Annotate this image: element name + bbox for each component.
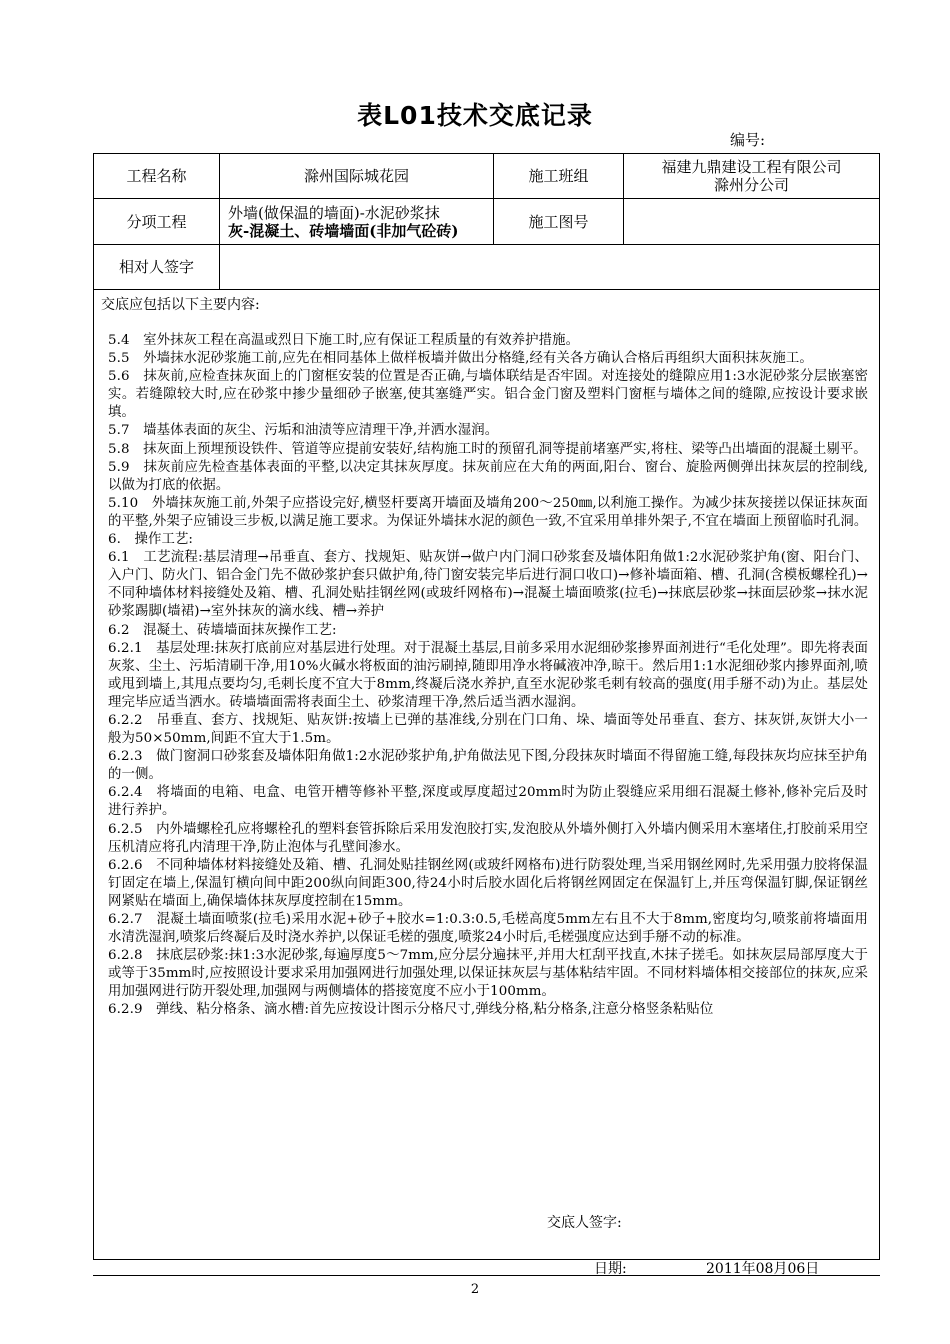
sub-project-value-line1: 外墙(做保温的墙面)-水泥砂浆抹	[228, 203, 440, 222]
page-number: 2	[470, 1282, 480, 1297]
team-value-line1: 福建九鼎建设工程有限公司	[661, 158, 842, 176]
briefing-paragraphs	[108, 332, 868, 1020]
row-project-name	[94, 154, 879, 199]
document-title: 表L01技术交底记录	[357, 101, 593, 130]
paragraph-6-2-6: 6.2.6 不同种墙体材料接缝处及箱、槽、孔洞处贴挂钢丝网(或玻纤网格布)进行防裂处理,当采用钢丝网时,先采用强力胶将保温钉固定在墙上,保温钉横向间中距200纵向间距300,待24小时后胶水固化后将钢丝网固定在保温钉上,并压弯保温钉脚,保证钢丝网紧贴在墙面上,确保墙体抹灰厚度控制在15mm。	[108, 857, 868, 909]
paragraph-5-6: 5.6 抹灰前,应检查抹灰面上的门窗框安装的位置是否正确,与墙体联结是否牢固。对连接处的缝隙应用1:3水泥砂浆分层嵌塞密实。若缝隙较大时,应在砂浆中掺少量细砂子嵌塞,使其塞缝严实。铝合金门窗及塑料门窗框与墙体之间的缝隙,应按设计要求嵌填。	[108, 369, 868, 421]
paragraph-6-2-2: 6.2.2 吊垂直、套方、找规矩、贴灰饼:按墙上已弹的基准线,分别在门口角、垛、墙面等处吊垂直、套方、抹灰饼,灰饼大小一般为50×50mm,间距不宜大于1.5m。	[108, 712, 868, 747]
paragraph-6-2-7: 6.2.7 混凝土墙面喷浆(拉毛)采用水泥+砂子+胶水=1:0.3:0.5,毛槎高度5mm左右且不大于8mm,密度均匀,喷浆前将墙面用水清洗湿润,喷浆后终凝后及时浇水养护,以保证毛槎的强度,喷浆24小时后,毛槎强度应达到手掰不动的标准。	[108, 912, 868, 946]
paragraph-6-2-4: 6.2.4 将墙面的电箱、电盒、电管开槽等修补平整,深度或厚度超过20mm时为防止裂缝应采用细石混凝土修补,修补完后及时进行养护。	[108, 785, 868, 819]
paragraph-5-5: 5.5 外墙抹水泥砂浆施工前,应先在相同基体上做样板墙并做出分格缝,经有关各方确认合格后再组织大面积抹灰施工。	[108, 351, 813, 367]
row-signature	[94, 245, 879, 290]
signature-value	[220, 245, 879, 289]
sub-project-value	[220, 199, 494, 244]
date-label: 日期:	[594, 1261, 627, 1277]
paragraph-6-2-9: 6.2.9 弹线、粘分格条、滴水槽:首先应按设计图示分格尺寸,弹线分格,粘分格条,注意分格竖条粘贴位	[108, 1002, 714, 1018]
paragraph-6-2-1: 6.2.1 基层处理:抹灰打底前应对基层进行处理。对于混凝土基层,目前多采用水泥细砂浆掺界面剂进行“毛化处理”。即先将表面灰浆、尘土、污垢清刷干净,用10%火碱水将板面的油污刷掉,随即用净水将碱液冲净,晾干。然后用1:1水泥细砂浆内掺界面剂,喷或甩到墙上,其甩点要均匀,毛刺长度不宜大于8mm,终凝后浇水养护,直至水泥砂浆毛刺有较高的强度(用手掰不动)为止。基层处理完毕应适当洒水。砖墙墙面需将表面尘土、砂浆清理干净,然后适当洒水湿润。	[108, 640, 868, 710]
record-form	[93, 153, 880, 1277]
briefer-signature-label: 交底人签字:	[547, 1215, 622, 1231]
paragraph-5-9: 5.9 抹灰前应先检查基体表面的平整,以决定其抹灰厚度。抹灰前应在大角的两面,阳台、窗台、旋脸两侧弹出抹灰层的控制线,以做为打底的依据。	[108, 459, 868, 493]
paragraph-6-2-8: 6.2.8 抹底层砂浆:抹1:3水泥砂浆,每遍厚度5～7mm,应分层分遍抹平,并用大杠刮平找直,木抹子搓毛。如抹灰层局部厚度大于或等于35mm时,应按照设计要求采用加强网进行加强处理,以保证抹灰层与基体粘结牢固。不同材料墙体相交接部位的抹灰,应采用加强网进行防开裂处理,加强网与两侧墙体的搭接宽度不应小于100mm。	[108, 948, 868, 1000]
sub-project-label: 分项工程	[94, 199, 220, 244]
project-name-label: 工程名称	[94, 154, 220, 198]
paragraph-5-4: 5.4 室外抹灰工程在高温或烈日下施工时,应有保证工程质量的有效养护措施。	[108, 333, 580, 348]
signature-label: 相对人签字	[94, 245, 220, 289]
row-sub-project	[94, 199, 879, 245]
date-value: 2011年08月06日	[706, 1261, 820, 1277]
team-label: 施工班组	[494, 154, 624, 198]
sub-project-value-line2: 灰-混凝土、砖墙墙面(非加气砼砖)	[228, 221, 459, 240]
drawing-number-label: 施工图号	[494, 199, 624, 244]
paragraph-6-2-5: 6.2.5 内外墙螺栓孔应将螺栓孔的塑料套管拆除后采用发泡胶打实,发泡胶从外墙外侧打入外墙内侧采用木塞堵住,打胶前采用空压机清应将孔内清理干净,防止泡体与孔壁间渗水。	[108, 821, 868, 855]
team-value	[624, 154, 879, 198]
page-footer-rule	[93, 1275, 880, 1276]
paragraph-6-1: 6.1 工艺流程:基层清理→吊垂直、套方、找规矩、贴灰饼→做户内门洞口砂浆套及墙体阳角做1:2水泥砂浆护角(窗、阳台门、入户门、防火门、铝合金门先不做砂浆护套只做护角,待门窗安装完毕后进行洞口收口)→修补墙面箱、槽、孔洞(含模板螺栓孔)→不同种墙体材料接缝处及箱、槽、孔洞处贴挂钢丝网(或玻纤网格布)→混凝土墙面喷浆(拉毛)→抹底层砂浆→抹面层砂浆→抹水泥砂浆踢脚(墙裙)→室外抹灰的滴水线、槽→养护	[108, 550, 868, 620]
paragraph-5-8: 5.8 抹灰面上预埋预设铁件、管道等应提前安装好,结构施工时的预留孔洞等提前堵塞严实,将柱、梁等凸出墙面的混凝土剔平。	[108, 441, 867, 457]
paragraph-5-7: 5.7 墙基体表面的灰尘、污垢和油渍等应清理干净,并洒水湿润。	[108, 423, 499, 439]
paragraph-6-2: 6.2 混凝土、砖墙墙面抹灰操作工艺:	[108, 622, 337, 638]
paragraph-6: 6. 操作工艺:	[108, 532, 194, 548]
drawing-number-value	[624, 199, 879, 244]
paragraph-5-10: 5.10 外墙抹灰施工前,外架子应搭设完好,横竖杆要离开墙面及墙角200～250㎜,以利施工操作。为减少抹灰接搓以保证抹灰面的平整,外架子应铺设三步板,以满足施工要求。为保证外墙抹水泥的颜色一致,不宜采用单排外架子,不宜在墙面上预留临时孔洞。	[108, 495, 868, 529]
project-name-value: 滁州国际城花园	[220, 154, 494, 198]
briefing-intro: 交底应包括以下主要内容:	[101, 297, 260, 313]
serial-number-label: 编号:	[730, 131, 766, 149]
paragraph-6-2-3: 6.2.3 做门窗洞口砂浆套及墙体阳角做1:2水泥砂浆护角,护角做法见下图,分段抹灰时墙面不得留施工缝,每段抹灰均应抹至护角的一侧。	[108, 749, 868, 783]
team-value-line2: 滁州分公司	[713, 176, 789, 194]
